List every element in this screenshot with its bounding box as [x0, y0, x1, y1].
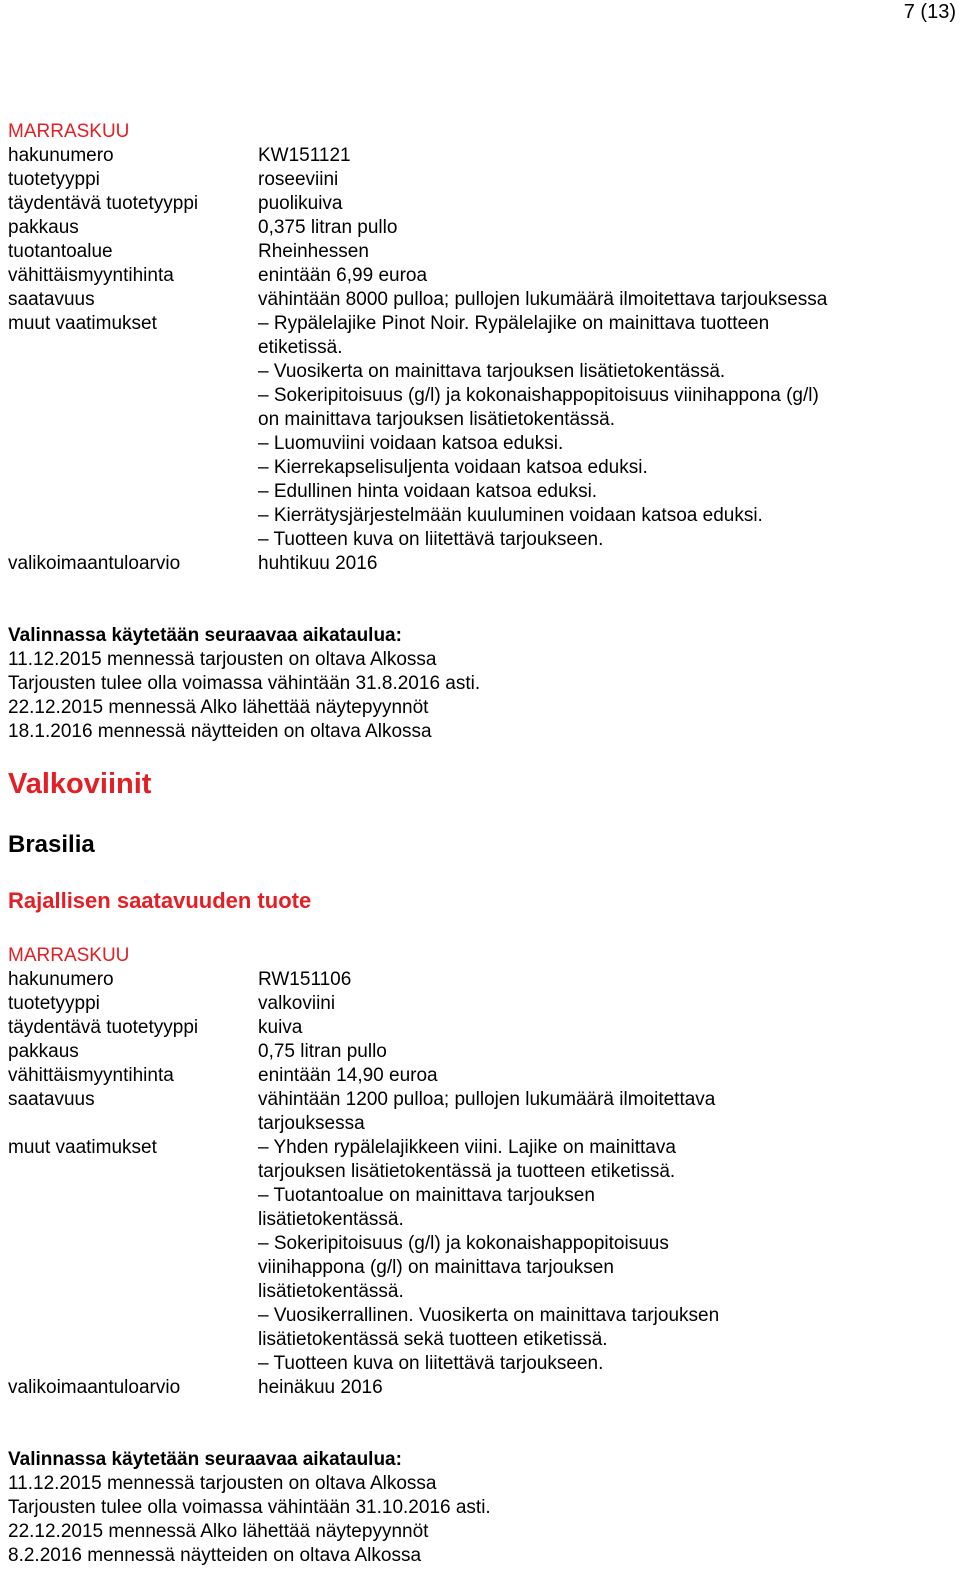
- field-value: [258, 240, 948, 264]
- field-row: [8, 1016, 948, 1040]
- product-1-table: [8, 144, 948, 576]
- field-row: [8, 1040, 948, 1064]
- field-label: tuotetyyppi: [8, 169, 100, 190]
- field-value-line: 0,75 litran pullo: [258, 1041, 387, 1062]
- field-row: [8, 1088, 948, 1136]
- field-label: valikoimaantuloarvio: [8, 1377, 181, 1398]
- field-value-line: – Sokeripitoisuus (g/l) ja kokonaishappopitoisuus: [258, 1233, 669, 1254]
- field-value: [258, 216, 948, 240]
- field-value: [258, 552, 948, 576]
- field-value-line: heinäkuu 2016: [258, 1377, 383, 1398]
- field-value: [258, 1376, 948, 1400]
- field-label: täydentävä tuotetyyppi: [8, 1017, 199, 1038]
- schedule-item: 18.1.2016 mennessä näytteiden on oltava Alkossa: [8, 721, 432, 742]
- field-value-line: enintään 6,99 euroa: [258, 265, 428, 286]
- field-row: [8, 144, 948, 168]
- product-1: [8, 120, 948, 576]
- field-value: [258, 312, 948, 552]
- field-label: saatavuus: [8, 1089, 95, 1110]
- field-value: [258, 1064, 948, 1088]
- field-value-line: – Yhden rypälelajikkeen viini. Lajike on mainittava: [258, 1137, 676, 1158]
- schedule-2-list: [8, 1472, 948, 1568]
- field-value-line: valkoviini: [258, 993, 336, 1014]
- field-value: [258, 288, 948, 312]
- field-value: [258, 1040, 948, 1064]
- field-value-line: tarjouksessa: [258, 1113, 365, 1134]
- field-label: pakkaus: [8, 1041, 79, 1062]
- field-value-line: viinihappona (g/l) on mainittava tarjouksen: [258, 1257, 614, 1278]
- field-value: [258, 1088, 948, 1136]
- page-number: 7 (13): [903, 1, 956, 23]
- field-value-line: – Tuotantoalue on mainittava tarjouksen: [258, 1185, 595, 1206]
- field-value: [258, 264, 948, 288]
- field-row: [8, 1064, 948, 1088]
- schedule-item: 22.12.2015 mennessä Alko lähettää näytepyynnöt: [8, 1521, 429, 1542]
- schedule-item: 8.2.2016 mennessä näytteiden on oltava Alkossa: [8, 1545, 422, 1566]
- field-row: [8, 264, 948, 288]
- field-label: tuotetyyppi: [8, 993, 100, 1014]
- field-value: [258, 1136, 948, 1376]
- field-label: hakunumero: [8, 145, 114, 166]
- field-row: [8, 1136, 948, 1376]
- field-value: [258, 192, 948, 216]
- field-label: vähittäismyyntihinta: [8, 1065, 174, 1086]
- schedule-2-title: Valinnassa käytetään seuraavaa aikataulua:: [8, 1449, 402, 1470]
- field-row: [8, 192, 948, 216]
- field-label: vähittäismyyntihinta: [8, 265, 174, 286]
- field-value-line: – Kierrätysjärjestelmään kuuluminen voidaan katsoa eduksi.: [258, 505, 763, 526]
- field-value-line: on mainittava tarjouksen lisätietokentässä.: [258, 409, 615, 430]
- field-value-line: vähintään 1200 pulloa; pullojen lukumäärä ilmoitettava: [258, 1089, 716, 1110]
- schedule-item: 11.12.2015 mennessä tarjousten on oltava Alkossa: [8, 1473, 437, 1494]
- schedule-1-title: Valinnassa käytetään seuraavaa aikataulua:: [8, 625, 402, 646]
- field-row: [8, 1376, 948, 1400]
- field-value-line: Rheinhessen: [258, 241, 369, 262]
- field-value: [258, 168, 948, 192]
- field-label: saatavuus: [8, 289, 95, 310]
- field-value-line: tarjouksen lisätietokentässä ja tuotteen etiketissä.: [258, 1161, 676, 1182]
- field-row: [8, 168, 948, 192]
- field-value-line: RW151106: [258, 969, 352, 990]
- field-row: [8, 312, 948, 552]
- field-value-line: – Tuotteen kuva on liitettävä tarjoukseen.: [258, 1353, 604, 1374]
- field-row: [8, 992, 948, 1016]
- field-value-line: enintään 14,90 euroa: [258, 1065, 438, 1086]
- country-heading: Brasilia: [8, 831, 95, 858]
- schedule-1-list: [8, 648, 948, 744]
- schedule-item: Tarjousten tulee olla voimassa vähintään 31.10.2016 asti.: [8, 1497, 491, 1518]
- field-value-line: roseeviini: [258, 169, 339, 190]
- section-title: Valkoviinit: [8, 768, 152, 800]
- field-value-line: – Edullinen hinta voidaan katsoa eduksi.: [258, 481, 598, 502]
- field-value-line: huhtikuu 2016: [258, 553, 378, 574]
- field-row: [8, 216, 948, 240]
- field-value: [258, 968, 948, 992]
- field-value-line: etiketissä.: [258, 337, 343, 358]
- field-value-line: kuiva: [258, 1017, 303, 1038]
- field-value: [258, 144, 948, 168]
- field-value-line: 0,375 litran pullo: [258, 217, 398, 238]
- field-value-line: – Tuotteen kuva on liitettävä tarjoukseen.: [258, 529, 604, 550]
- product-2-month: MARRASKUU: [8, 945, 130, 966]
- field-row: [8, 240, 948, 264]
- field-value-line: lisätietokentässä.: [258, 1209, 404, 1230]
- field-value-line: – Luomuviini voidaan katsoa eduksi.: [258, 433, 564, 454]
- product-2-schedule: [8, 1448, 948, 1568]
- product-2: [8, 944, 948, 1400]
- field-value-line: – Rypälelajike Pinot Noir. Rypälelajike on mainittava tuotteen: [258, 313, 770, 334]
- field-value-line: – Sokeripitoisuus (g/l) ja kokonaishappopitoisuus viinihappona (g/l): [258, 385, 819, 406]
- field-label: muut vaatimukset: [8, 1137, 157, 1158]
- schedule-item: 11.12.2015 mennessä tarjousten on oltava Alkossa: [8, 649, 437, 670]
- field-label: valikoimaantuloarvio: [8, 553, 181, 574]
- field-value-line: KW151121: [258, 145, 351, 166]
- field-row: [8, 552, 948, 576]
- field-value-line: lisätietokentässä.: [258, 1281, 404, 1302]
- product-1-schedule: [8, 624, 948, 744]
- field-label: täydentävä tuotetyyppi: [8, 193, 199, 214]
- field-value-line: – Vuosikerrallinen. Vuosikerta on mainittava tarjouksen: [258, 1305, 720, 1326]
- product-1-month: MARRASKUU: [8, 121, 130, 142]
- field-label: pakkaus: [8, 217, 79, 238]
- schedule-item: Tarjousten tulee olla voimassa vähintään 31.8.2016 asti.: [8, 673, 481, 694]
- field-value: [258, 992, 948, 1016]
- field-value: [258, 1016, 948, 1040]
- schedule-item: 22.12.2015 mennessä Alko lähettää näytepyynnöt: [8, 697, 429, 718]
- subsection-heading: Rajallisen saatavuuden tuote: [8, 888, 312, 913]
- field-label: hakunumero: [8, 969, 114, 990]
- field-row: [8, 288, 948, 312]
- field-value-line: lisätietokentässä sekä tuotteen etiketissä.: [258, 1329, 608, 1350]
- field-value-line: puolikuiva: [258, 193, 343, 214]
- field-value-line: vähintään 8000 pulloa; pullojen lukumäärä ilmoitettava tarjouksessa: [258, 289, 828, 310]
- field-label: muut vaatimukset: [8, 313, 157, 334]
- field-value-line: – Kierrekapselisuljenta voidaan katsoa eduksi.: [258, 457, 648, 478]
- field-label: tuotantoalue: [8, 241, 113, 262]
- product-2-table: [8, 968, 948, 1400]
- field-value-line: – Vuosikerta on mainittava tarjouksen lisätietokentässä.: [258, 361, 726, 382]
- field-row: [8, 968, 948, 992]
